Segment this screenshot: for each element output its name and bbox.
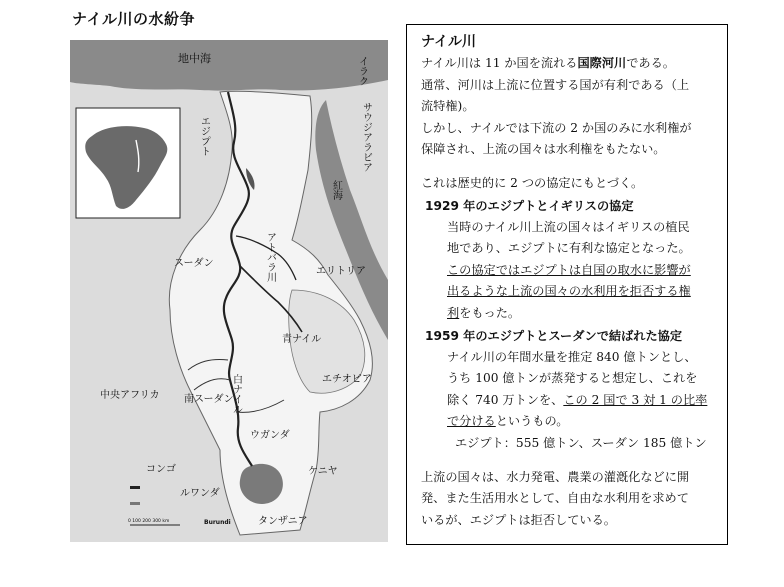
treaty-1929-line-2: 地であり、エジプトに有利な協定となった。 xyxy=(447,241,691,256)
closing-line-3: いるが、エジプトは拒否している。 xyxy=(421,512,616,527)
intro-line-5: 保障され、上流の国々は水利権をもたない。 xyxy=(421,142,666,157)
treaty-1959-text: 除く 740 万トンを、 xyxy=(447,392,564,407)
label-central-africa: 中央アフリカ xyxy=(100,390,160,401)
treaty-1959-heading: 1959 年のエジプトとスーダンで結ばれた協定 xyxy=(425,328,683,343)
scale-bar: 0 100 200 300 km xyxy=(128,519,170,524)
panel-title: ナイル川 xyxy=(421,34,477,50)
label-white-nile: 白ナイル xyxy=(230,374,242,414)
basis-line: これは歴史的に 2 つの協定にもとづく。 xyxy=(421,175,644,190)
treaty-1929-line-5 xyxy=(421,303,719,325)
intro-line-1 xyxy=(421,53,719,75)
label-rwanda: ルワンダ xyxy=(180,488,220,499)
intro-text: である。 xyxy=(626,56,675,70)
label-atbara-river: アトバラ川 xyxy=(264,232,276,282)
treaty-1959-underlined: で分ける xyxy=(447,414,496,429)
treaty-1929-line-1: 当時のナイル川上流の国々はイギリスの植民 xyxy=(447,219,690,234)
nile-basin-map xyxy=(70,40,388,542)
label-tanzania: タンザニア xyxy=(258,516,308,527)
intro-line-2: 通常、河川は上流に位置する国が有利である（上 xyxy=(421,77,690,92)
label-uganda: ウガンダ xyxy=(250,430,290,441)
label-ethiopia: エチオピア xyxy=(322,374,372,385)
nile-info-panel xyxy=(406,24,728,545)
treaty-1959-line-1: ナイル川の年間水量を推定 840 億トンとし、 xyxy=(447,349,697,364)
label-sudan: スーダン xyxy=(174,258,214,269)
label-south-sudan: 南スーダン xyxy=(184,394,234,405)
treaty-1959-line-2: うち 100 億トンが蒸発すると想定し、これを xyxy=(447,371,698,386)
intro-line-4: しかし、ナイルでは下流の 2 か国のみに水利権が xyxy=(421,120,692,135)
treaty-1929-text: をもった。 xyxy=(459,305,521,320)
treaty-1959-allocation: エジプト：555 億トン、スーダン 185 億トン xyxy=(455,435,707,450)
label-saudi-arabia: サウジアラビア xyxy=(360,102,372,172)
treaty-1959-line-3 xyxy=(421,390,719,412)
label-congo: コンゴ xyxy=(146,464,176,475)
intro-keyword: 国際河川 xyxy=(577,56,627,70)
treaty-1959-underlined: この 2 国で 3 対 1 の比率 xyxy=(563,392,708,407)
label-eritrea: エリトリア xyxy=(316,266,366,277)
treaty-1929-line-4: 出るような上流の国々の水利用を拒否する権 xyxy=(447,284,691,299)
closing-line-2: 発、また生活用水として、自由な水利用を求めて xyxy=(421,491,689,506)
intro-line-3: 流特権)。 xyxy=(421,99,475,114)
label-burundi: Burundi xyxy=(204,519,231,526)
label-mediterranean: 地中海 xyxy=(178,52,211,65)
treaty-1929-underlined: 利 xyxy=(447,305,460,320)
treaty-1959-line-4 xyxy=(421,411,719,433)
intro-text: ナイル川は 11 か国を流れる xyxy=(421,56,578,70)
label-blue-nile: 青ナイル xyxy=(282,334,322,345)
treaty-1959-text: というもの。 xyxy=(495,414,569,429)
label-red-sea: 紅海 xyxy=(330,180,342,200)
treaty-1929-line-3: この協定ではエジプトは自国の取水に影響が xyxy=(447,262,691,277)
label-iraq: イラク xyxy=(356,56,368,86)
label-kenya: ケニヤ xyxy=(308,466,338,477)
closing-line-1: 上流の国々は、水力発電、農業の灌漑化などに開 xyxy=(421,469,690,484)
page-title: ナイル川の水紛争 xyxy=(72,10,195,28)
label-egypt: エジプト xyxy=(198,116,210,156)
treaty-1929-heading: 1929 年のエジプトとイギリスの協定 xyxy=(425,198,634,213)
